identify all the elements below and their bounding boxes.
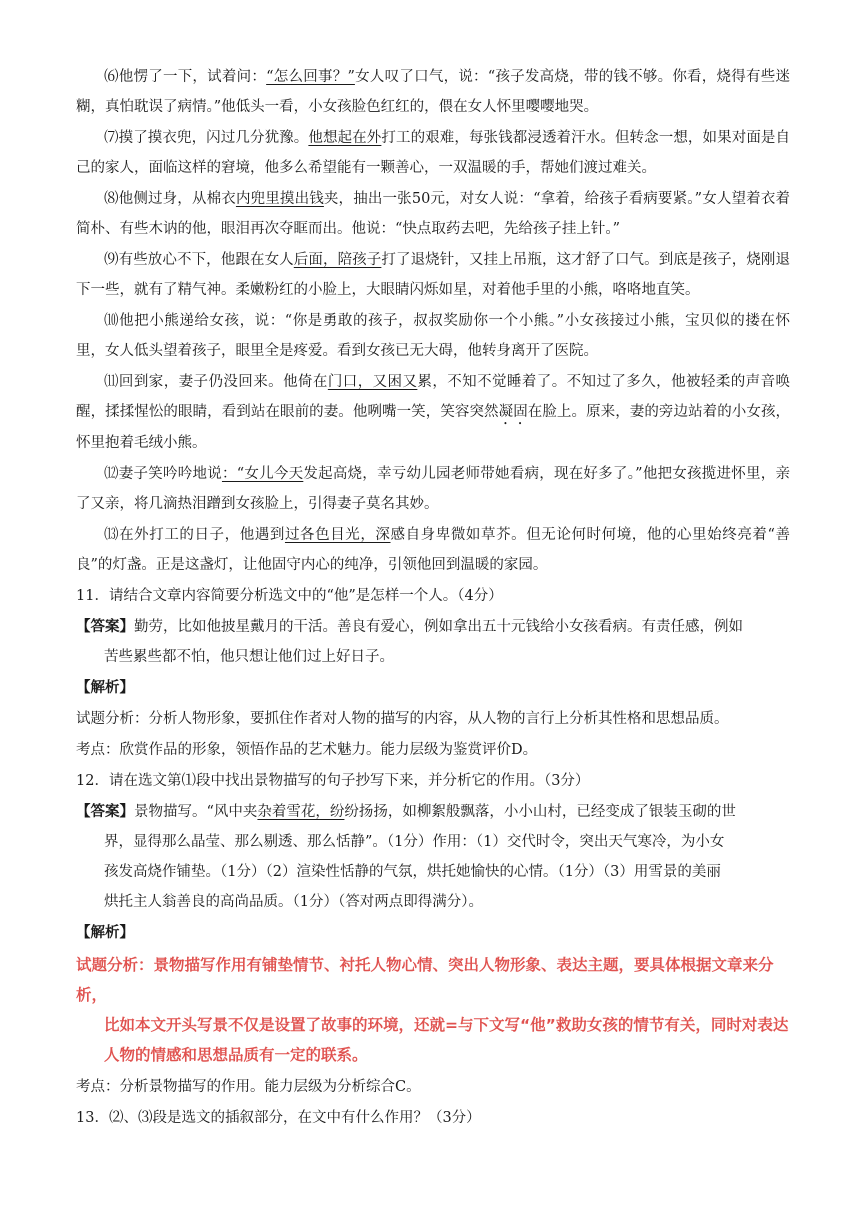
question-12: 12．请在选文第⑴段中找出景物描写的句子抄写下来，并分析它的作用。（3分） — [76, 773, 590, 789]
paragraph-10: ⑽他把小熊递给女孩，说：“你是勇敢的孩子，叔叔奖励你一个小熊。”小女孩接过小熊，宝贝似的搂在怀里，女人低头望着孩子，眼里全是疼爱。看到女孩已无大碍，他转身离开了医院。 — [76, 313, 790, 359]
analysis-label-11: 【解析】 — [76, 679, 134, 696]
paragraph-7: ⑺摸了摸衣兜，闪过几分犹豫。他想起在外打工的艰难，每张钱都浸透着汗水。但转念一想，如果对面是自己的家人，面临这样的窘境，他多么希望能有一颗善心，一双温暖的手，帮她们渡过难关。 — [76, 130, 791, 176]
analysis-label-12: 【解析】 — [76, 924, 134, 941]
analysis-12-highlighted: 试题分析：景物描写作用有铺垫情节、衬托人物心情、突出人物形象、表达主题，要具体根据文章来分析， 比如本文开头写景不仅是设置了故事的环境，还就=与下文写“他”救助女孩的情节有关，同时对表达 人物的情感和思想品质有一定的联系。 — [76, 956, 789, 1064]
paragraph-6: ⑹他愣了一下，试着问：“怎么回事？”女人叹了口气，说：“孩子发高烧，带的钱不够。你看，烧得有些迷糊，真怕耽误了病情。”他低头一看，小女孩脸色红红的，偎在女人怀里嘤嘤地哭。 — [76, 69, 790, 115]
paragraph-8: ⑻他侧过身，从棉衣内兜里摸出钱夹，抽出一张50元，对女人说：“拿着，给孩子看病要紧。”女人望着衣着简朴、有些木讷的他，眼泪再次夺眶而出。他说：“快点取药去吧，先给孩子挂上针。” — [76, 191, 790, 237]
paragraph-12: ⑿妻子笑吟吟地说：“女儿今天发起高烧，幸亏幼儿园老师带她看病，现在好多了。”他把女孩揽进怀里，亲了又亲，将几滴热泪蹭到女孩脸上，引得妻子莫名其妙。 — [76, 466, 790, 512]
question-11: 11．请结合文章内容简要分析选文中的“他”是怎样一个人。（4分） — [76, 588, 503, 604]
document-page — [76, 62, 790, 1134]
paragraph-13: ⒀在外打工的日子，他遇到过各色目光，深感自身卑微如草芥。但无论何时何境，他的心里始终亮着“善良”的灯盏。正是这盏灯，让他固守内心的纯净，引领他回到温暖的家园。 — [76, 527, 790, 573]
analysis-11: 试题分析：分析人物形象，要抓住作者对人物的描写的内容，从人物的言行上分析其性格和思想品质。 — [76, 711, 729, 727]
answer-12: 【答案】景物描写。“风中夹杂着雪花，纷纷扬扬，如柳絮般飘落，小小山村，已经变成了银装玉砌的世 界，显得那么晶莹、那么剔透、那么恬静”。（1分）作用：（1）交代时令，突出天气寒冷，为小女 孩发高烧作铺垫。（1分）（2）渲染性恬静的气氛，烘托她愉快的心情。（1分）（3）用雪景的美丽 烘托主人翁善良的高尚品质。（1分）（答对两点即得满分）。 — [76, 803, 736, 910]
answer-11: 【答案】勤劳，比如他披星戴月的干活。善良有爱心，例如拿出五十元钱给小女孩看病。有责任感，例如 苦些累些都不怕，他只想让他们过上好日子。 — [76, 618, 743, 665]
paragraph-11: ⑾回到家，妻子仍没回来。他倚在门口，又困又累，不知不觉睡着了。不知过了多久，他被轻柔的声音唤醒，揉揉惺忪的眼睛，看到站在眼前的妻。他咧嘴一笑，笑容突然凝固在脸上。原来，妻的旁边站着的小女孩，怀里抱着毛绒小熊。 — [76, 374, 791, 451]
paragraph-9: ⑼有些放心不下，他跟在女人后面，陪孩子打了退烧针，又挂上吊瓶，这才舒了口气。到底是孩子，烧刚退下一些，就有了精气神。柔嫩粉红的小脸上，大眼睛闪烁如星，对着他手里的小熊，咯咯地直笑。 — [76, 252, 791, 298]
kaodian-12: 考点：分析景物描写的作用。能力层级为分析综合C。 — [76, 1079, 421, 1095]
question-13: 13．⑵、⑶段是选文的插叙部分，在文中有什么作用？（3分） — [76, 1110, 481, 1126]
kaodian-11: 考点：欣赏作品的形象，领悟作品的艺术魅力。能力层级为鉴赏评价D。 — [76, 742, 538, 758]
